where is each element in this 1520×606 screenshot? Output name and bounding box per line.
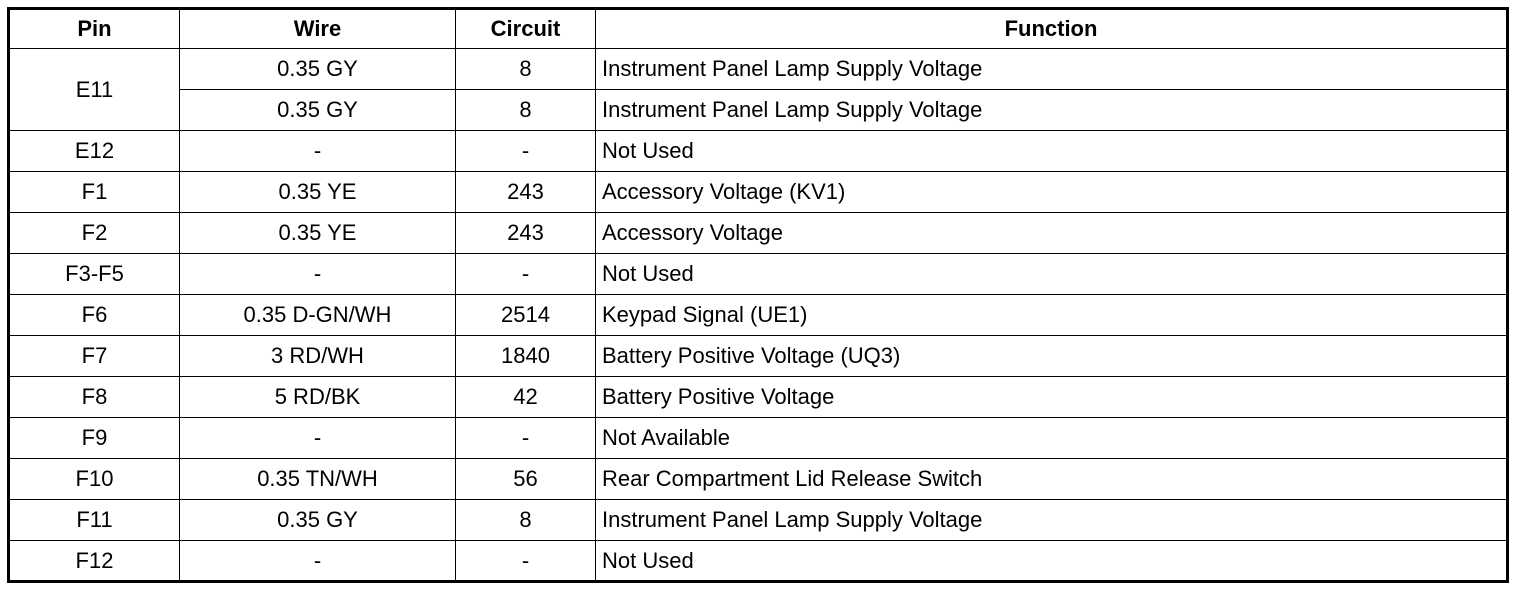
function-cell: Accessory Voltage (KV1)	[596, 172, 1508, 213]
table-row	[9, 459, 1508, 500]
pin-cell: F3-F5	[9, 254, 180, 295]
function-cell: Instrument Panel Lamp Supply Voltage	[596, 90, 1508, 131]
pin-cell: F11	[9, 500, 180, 541]
table-row	[9, 377, 1508, 418]
table-row	[9, 418, 1508, 459]
function-cell: Instrument Panel Lamp Supply Voltage	[596, 49, 1508, 90]
table-row	[9, 541, 1508, 582]
circuit-cell: 42	[456, 377, 596, 418]
pin-cell: F2	[9, 213, 180, 254]
pin-cell: F1	[9, 172, 180, 213]
wire-cell: 3 RD/WH	[180, 336, 456, 377]
function-cell: Not Used	[596, 541, 1508, 582]
circuit-cell: -	[456, 418, 596, 459]
wire-cell: -	[180, 541, 456, 582]
header-wire: Wire	[180, 9, 456, 49]
circuit-cell: 8	[456, 49, 596, 90]
wire-cell: 0.35 GY	[180, 49, 456, 90]
function-cell: Battery Positive Voltage	[596, 377, 1508, 418]
pin-cell: F7	[9, 336, 180, 377]
table-row	[9, 254, 1508, 295]
function-cell: Not Available	[596, 418, 1508, 459]
pin-cell: E11	[9, 49, 180, 131]
circuit-cell: 56	[456, 459, 596, 500]
wire-cell: 0.35 GY	[180, 500, 456, 541]
function-cell: Not Used	[596, 254, 1508, 295]
pin-cell: E12	[9, 131, 180, 172]
wire-cell: 0.35 GY	[180, 90, 456, 131]
table-row	[9, 90, 1508, 131]
wire-cell: 0.35 D-GN/WH	[180, 295, 456, 336]
function-cell: Rear Compartment Lid Release Switch	[596, 459, 1508, 500]
circuit-cell: 243	[456, 172, 596, 213]
pin-cell: F8	[9, 377, 180, 418]
circuit-cell: 8	[456, 90, 596, 131]
pin-cell: F6	[9, 295, 180, 336]
pin-cell: F12	[9, 541, 180, 582]
circuit-cell: 2514	[456, 295, 596, 336]
pin-cell: F10	[9, 459, 180, 500]
header-row	[9, 9, 1508, 49]
circuit-cell: -	[456, 254, 596, 295]
wire-cell: -	[180, 254, 456, 295]
table-row	[9, 336, 1508, 377]
wire-cell: -	[180, 131, 456, 172]
table-row	[9, 500, 1508, 541]
wire-cell: 0.35 YE	[180, 172, 456, 213]
wire-cell: 5 RD/BK	[180, 377, 456, 418]
table-row	[9, 295, 1508, 336]
header-function: Function	[596, 9, 1508, 49]
circuit-cell: 8	[456, 500, 596, 541]
header-circuit: Circuit	[456, 9, 596, 49]
header-pin: Pin	[9, 9, 180, 49]
table-row	[9, 172, 1508, 213]
circuit-cell: 1840	[456, 336, 596, 377]
circuit-cell: -	[456, 541, 596, 582]
wire-cell: 0.35 YE	[180, 213, 456, 254]
function-cell: Keypad Signal (UE1)	[596, 295, 1508, 336]
table-row	[9, 131, 1508, 172]
wire-cell: 0.35 TN/WH	[180, 459, 456, 500]
pin-cell: F9	[9, 418, 180, 459]
function-cell: Battery Positive Voltage (UQ3)	[596, 336, 1508, 377]
table-row	[9, 213, 1508, 254]
function-cell: Not Used	[596, 131, 1508, 172]
function-cell: Instrument Panel Lamp Supply Voltage	[596, 500, 1508, 541]
circuit-cell: 243	[456, 213, 596, 254]
wire-cell: -	[180, 418, 456, 459]
table-row	[9, 49, 1508, 90]
circuit-cell: -	[456, 131, 596, 172]
function-cell: Accessory Voltage	[596, 213, 1508, 254]
connector-pinout-table	[7, 7, 1509, 583]
table-container	[7, 7, 1509, 583]
